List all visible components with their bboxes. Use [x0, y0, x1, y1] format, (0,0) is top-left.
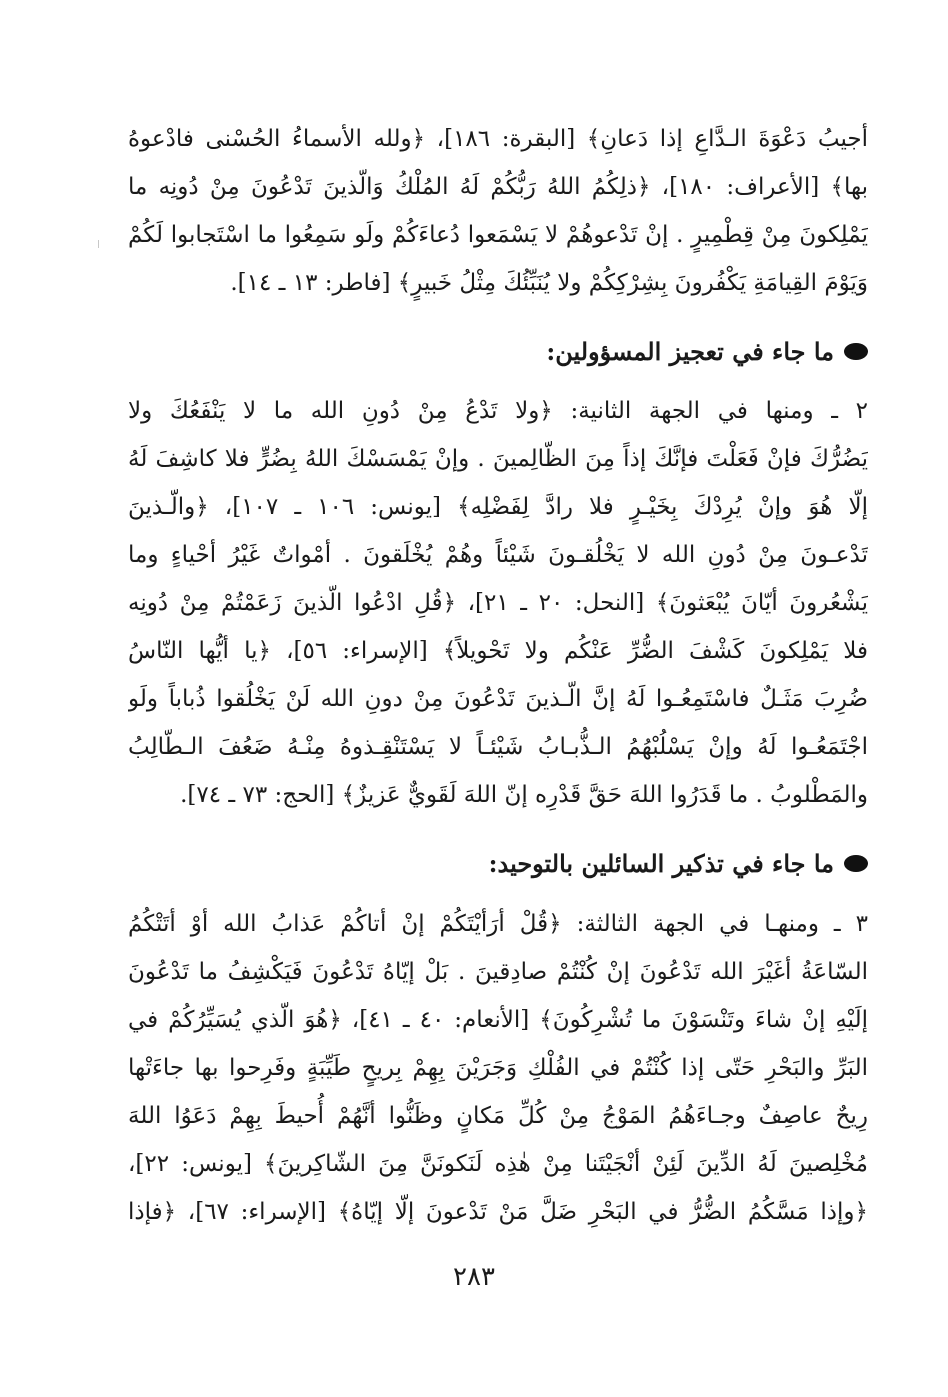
text-line: يَضُرُّكَ فإنْ فَعَلْتَ فإنَّكَ إذاً مِنَ الظّالِمينَ . وإنْ يَمْسَسْكَ اللهُ بِضُرٍّ فلا كاشِفَ لَهُ	[128, 446, 868, 472]
heading-text: ما جاء في تذكير السائلين بالتوحيد:	[488, 849, 834, 878]
page-number: ٢٨٣	[453, 1262, 495, 1292]
text-line: يَشْعُرونَ أيّانَ يُبْعَثونَ﴾ [النحل: ٢٠ ـ ٢١]، ﴿قُلِ ادْعُوا الّذينَ زَعَمْتُمْ مِنْ دُونِه	[128, 590, 868, 616]
text-line: تَدْعـونَ مِنْ دُونِ الله لا يَخْلُقـونَ شَيْئاً وهُمْ يُخْلَقونَ . أمْواتٌ غَيْرُ أحْياءٍ وما	[128, 542, 868, 568]
text-line: ﴿وإذا مَسَّكُمُ الضُّرُّ في البَحْرِ ضَلَّ مَنْ تَدْعونَ إلّا إيّاهُ﴾ [الإسراء: ٦٧]، ﴿فإذا	[128, 1199, 868, 1225]
text-line: والمَطْلوبُ . ما قَدَرُوا اللهَ حَقَّ قَدْرِه إنّ اللهَ لَقَويٌّ عَزيزٌ﴾ [الحج: ٧٣ ـ ٧٤].	[180, 782, 868, 808]
bullet-dot-icon	[844, 343, 868, 360]
text-line: ٢ ـ ومنها في الجهة الثانية: ﴿ولا تَدْعُ مِنْ دُونِ الله ما لا يَنْفَعُكَ ولا	[128, 398, 868, 424]
text-line: وَيَوْمَ القِيامَةِ يَكْفُرونَ بِشِرْكِكُمْ ولا يُنَبِّئُكَ مِثْلُ خَبيرٍ﴾ [فاطر: ١٣ ـ ١٤].	[230, 270, 868, 296]
text-line: إلَيْهِ إنْ شاءَ وتَنْسَوْنَ ما تُشْرِكُونَ﴾ [الأنعام: ٤٠ ـ ٤١]، ﴿هُوَ الّذي يُسَيِّرُكُمْ في	[128, 1007, 868, 1033]
text-line: رِيحٌ عاصِفٌ وجـاءَهُمُ المَوْجُ مِنْ كُلِّ مَكانٍ وظَنُّوا أنَّهُمْ أُحيطَ بِهِمْ دَعَوُا اللهَ	[128, 1103, 868, 1129]
text-line: أجيبُ دَعْوَةَ الـدَّاعِ إذا دَعانِ﴾ [البقرة: ١٨٦]، ﴿ولله الأسماءُ الحُسْنى فادْعوهُ	[128, 126, 868, 152]
text-line: السّاعَةُ أغَيْرَ الله تَدْعُونَ إنْ كُنْتُمْ صادِقينَ . بَلْ إيّاهُ تَدْعُونَ فَيَكْشِفُ ما تَدْعُونَ	[128, 959, 868, 985]
heading-text: ما جاء في تعجيز المسؤولين:	[546, 337, 834, 366]
paragraph-quran-verses-1	[128, 115, 868, 307]
text-line: إلّا هُوَ وإنْ يُرِدْكَ بِخَيْـرٍ فلا رادَّ لِفَضْلِه﴾ [يونس: ١٠٦ ـ ١٠٧]، ﴿والّـذينَ	[128, 494, 868, 520]
text-line: فلا يَمْلِكونَ كَشْفَ الضُّرِّ عَنْكُم ولا تَحْويلاً﴾ [الإسراء: ٥٦]، ﴿يا أيُّها النّاسُ	[128, 638, 868, 664]
text-line: بها﴾ [الأعراف: ١٨٠]، ﴿ذلِكُمُ اللهُ رَبُّكُمْ لَهُ المُلْكُ وَالّذينَ تَدْعُونَ مِنْ دُونِه ما	[128, 174, 868, 200]
bullet-dot-icon	[844, 855, 868, 872]
paragraph-section-3	[128, 900, 868, 1236]
text-line: اجْتَمَعُـوا لَهُ وإنْ يَسْلُبْهُمُ الـذُّبـابُ شَيْئـاً لا يَسْتَنْقِـذوهُ مِنْـهُ ضَعُفَ الـطّالِبُ	[128, 734, 868, 760]
paragraph-section-2	[128, 387, 868, 819]
text-line: مُخْلِصينَ لَهُ الدِّينَ لَئِنْ أنْجَيْتَنا مِنْ هٰذِه لَنَكونَنَّ مِنَ الشّاكِرينَ﴾ [يونس: ٢٢]،	[128, 1151, 868, 1177]
text-line: ضُرِبَ مَثَـلٌ فاسْتَمِعُـوا لَهُ إنَّ الّـذينَ تَدْعُونَ مِنْ دونِ الله لَنْ يَخْلُقوا ذُباباً ولَو	[128, 686, 868, 712]
margin-mark	[98, 240, 99, 248]
section-heading	[128, 328, 868, 376]
section-heading	[128, 840, 868, 888]
text-line: يَمْلِكونَ مِنْ قِطْمِيرٍ . إنْ تَدْعوهُمْ لا يَسْمَعوا دُعاءَكُمْ ولَو سَمِعُوا ما اسْتَجابوا لَكُمْ	[128, 222, 868, 248]
text-line: ٣ ـ ومنهـا في الجهة الثالثة: ﴿قُلْ أرَأيْتَكُمْ إنْ أتاكُمْ عَذابُ الله أوْ أتَتْكُمُ	[128, 911, 868, 937]
text-line: البَرِّ والبَحْرِ حَتّى إذا كُنْتُمْ في الفُلْكِ وَجَرَيْنَ بِهِمْ بِريحٍ طَيِّبَةٍ وفَرِحوا بها جاءَتْها	[128, 1055, 868, 1081]
